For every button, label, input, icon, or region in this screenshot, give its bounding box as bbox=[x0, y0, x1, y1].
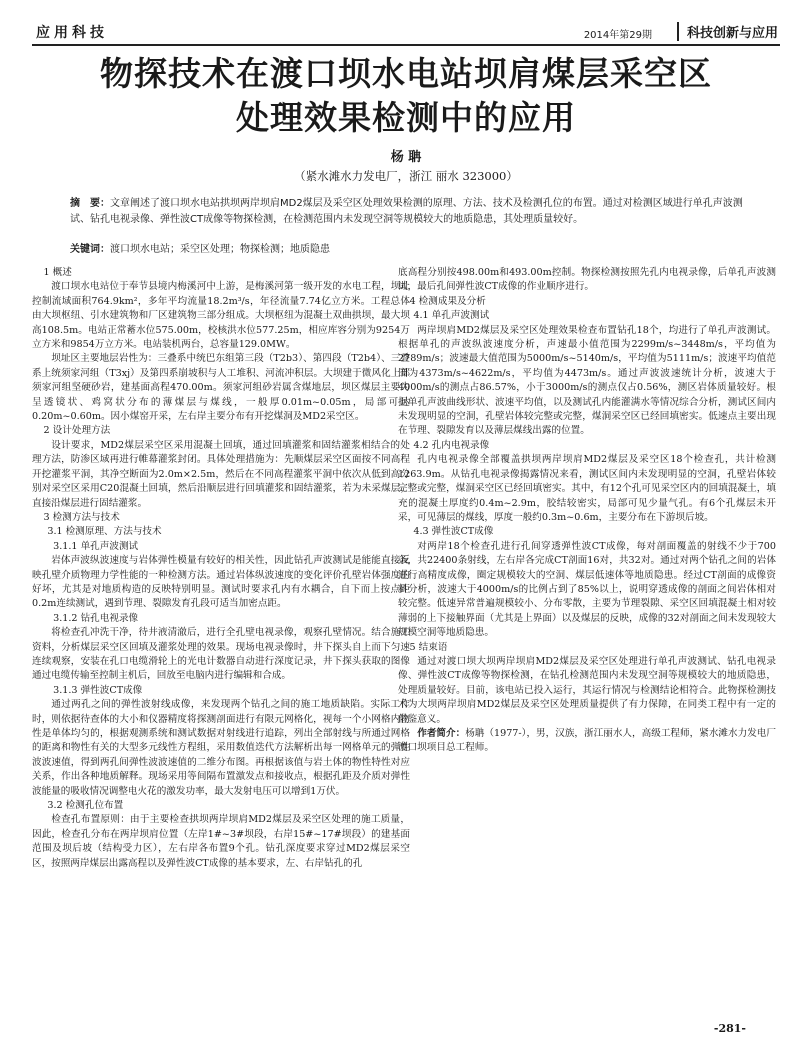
section-heading: 1 概述 bbox=[43, 267, 72, 278]
section-label: 应用科技 bbox=[36, 25, 108, 41]
author-affiliation: （紧水滩水力发电厂，浙江 丽水 323000） bbox=[294, 169, 518, 183]
section-heading: 3.1.3 弹性波CT成像 bbox=[53, 684, 143, 696]
left-column bbox=[32, 266, 410, 871]
keywords-label: 关键词： bbox=[70, 244, 110, 255]
column-label: 科技创新与应用 bbox=[677, 22, 778, 41]
paragraph: 孔内电视录像全部覆盖拱坝两岸坝肩MD2煤层及采空区18个检查孔，共计检测1263.9m。从钻孔电视录像揭露情况来看，测试区间内未发现明显的空洞，孔壁岩体较完整或完整，煤洞采空区已经回填密实。其中，有12个孔可见采空区内的回填混凝土，填充的混凝土厚度约0.4m~2.9m，胶结较密实，局部可见少量气孔。有6个孔煤层未开采，可见薄层的煤线，厚度一般约0.3m~0.6m，主要分布在下游坝后坡。 bbox=[398, 454, 776, 523]
page-number: -281- bbox=[713, 1022, 746, 1035]
author-name: 杨 聃 bbox=[390, 150, 422, 165]
section-heading: 4.3 弹性波CT成像 bbox=[413, 526, 494, 538]
right-column bbox=[398, 266, 776, 756]
abstract bbox=[70, 196, 750, 227]
article-title-line-1: 物探技术在渡口坝水电站坝肩煤层采空区 bbox=[100, 54, 712, 93]
article-title-line-2: 处理效果检测中的应用 bbox=[236, 98, 576, 137]
author-bio bbox=[398, 727, 776, 756]
paragraph-continued: 底高程分别按498.00m和493.00m控制。物探检测按照先孔内电视录像，后单孔声波测试，最后孔间弹性波CT成像的作业顺序进行。 bbox=[398, 267, 776, 293]
paragraph: 通过两孔之间的弹性波射线成像，来发现两个钻孔之间的施工地质缺陷。实际工作时，则依据待查体的大小和仪器精度将探测剖面进行有限元网格化，视每一个小网格内物性是单体均匀的，根据观测系统和测试数据对射线进行追踪，列出全部射线与所通过网格的距离和物性有关的大型多元线性方程组，采用数值迭代方法解析出每一网格单元的弹性波波速值，得到两孔间弹性波波速值的二维分布图。再根据该值与岩土体的物性特性对应关系，作出各种地质解释。现场采用等间隔布置激发点和接收点，根据孔距及介质对弹性波能量的吸收情况调整电火花的激发功率，最大发射电压可以增到1万伏。 bbox=[32, 699, 410, 797]
section-heading: 3.1.1 单孔声波测试 bbox=[53, 540, 139, 552]
author-bio-text: 杨聃（1977-），男，汉族，浙江丽水人，高级工程师，紧水滩水力发电厂渡口坝项目总工程师。 bbox=[398, 728, 777, 754]
author-bio-label: 作者简介： bbox=[417, 728, 466, 739]
running-header bbox=[32, 20, 780, 46]
paragraph: 对两岸18个检查孔进行孔间穿透弹性波CT成像，每对剖面覆盖的射线不少于700条，共22400条射线，左右岸各完成CT剖面16对，共32对。通过对两个钻孔之间的岩体进行高精度成像，圈定规模较大的空洞、煤层低速体等地质隐患。经过CT剖面的成像资料分析，波速大于4000m/s的比例占到了85%以上，说明穿透成像的剖面之间岩体相对较完整。低速异常普遍规模较小、分布零散，主要为节理裂隙、采空区回填混凝土相对较薄弱的上下接触界面（尤其是上界面）以及煤层的反映，成像的32对剖面之间未发现较大规模空洞等地质隐患。 bbox=[398, 540, 776, 639]
section-heading: 3.1.2 钻孔电视录像 bbox=[53, 612, 139, 624]
paragraph: 通过对渡口坝大坝两岸坝肩MD2煤层及采空区处理进行单孔声波测试、钻孔电视录像、弹性波CT成像等物探检测，在钻孔检测范围内未发现空洞等规模较大的地质隐患，处理质量较好。目前，该电站已投入运行，其运行情况与检测结论相符合。此物探检测技术为大坝两岸坝肩MD2煤层及采空区处理质量提供了有力保障，在同类工程中有一定的借鉴意义。 bbox=[398, 655, 776, 725]
section-heading: 3.1 检测原理、方法与技术 bbox=[47, 526, 162, 538]
section-heading: 4 检测成果及分析 bbox=[409, 295, 486, 307]
keywords-text: 渡口坝水电站；采空区处理；物探检测；地质隐患 bbox=[110, 244, 330, 255]
paragraph: 检查孔布置原则：由于主要检查拱坝两岸坝肩MD2煤层及采空区处理的施工质量，因此，检查孔分布在两岸坝肩位置（左岸1#~3#坝段，右岸15#~17#坝段）的建基面范围及坝后坡（结构受力区），左右岸各布置9个孔。钻孔深度要求穿过MD2煤层采空区，按照两岸煤层出露高程以及弹性波CT成像的基本要求，左、右岸钻孔的孔 bbox=[32, 814, 410, 869]
paragraph: 将检查孔冲洗干净，待井液清澈后，进行全孔壁电视录像，观察孔壁情况。结合施工资料，分析煤层采空区回填及灌浆处理的效果。现场电视录像时，井下探头自上而下匀速连续观察，安装在孔口电缆滑轮上的光电计数器自动进行深度记录，井下探头获取的图像通过电缆传输至控制主机后，回放至电脑内进行编辑和合成。 bbox=[32, 627, 410, 682]
section-heading: 3.2 检测孔位布置 bbox=[47, 800, 124, 812]
abstract-text: 文章阐述了渡口坝水电站拱坝两岸坝肩MD2煤层及采空区处理效果检测的原理、方法、技术及检测孔位的布置。通过对检测区域进行单孔声波测试、钻孔电视录像、弹性波CT成像等物探检测，在检测范围内未发现空洞等规模较大的地质隐患，其处理质量较好。 bbox=[70, 198, 743, 225]
paragraph: 设计要求，MD2煤层采空区采用混凝土回填，通过回填灌浆和固结灌浆相结合的处理方法，防渗区域再进行帷幕灌浆封闭。具体处理措施为：先顺煤层采空区面按不同高程开挖灌浆平洞，其净空断面为2.0m×2.5m，然后在不同高程灌浆平洞中依次从低到高分别对采空区采用C20混凝土回填，然后沿顺层进行回填灌浆和固结灌浆，若为未采煤层，直接沿煤层进行固结灌浆。 bbox=[32, 439, 410, 509]
keywords bbox=[70, 242, 750, 257]
section-heading: 4.1 单孔声波测试 bbox=[413, 310, 490, 322]
paragraph: 渡口坝水电站位于奉节县境内梅溪河中上游，是梅溪河第一级开发的水电工程，坝址控制流域面积764.9km²，多年平均流量18.2m³/s，年径流量7.74亿立方米。工程总体由大坝枢纽、引水建筑物和厂区建筑物三部分组成。大坝枢纽为混凝土双曲拱坝，最大坝高108.5m。电站正常蓄水位575.00m，校核洪水位577.25m，相应库容分别为9254万立方米和9854万立方米。电站装机两台，总容量129.0MW。 bbox=[32, 281, 410, 351]
section-heading: 5 结束语 bbox=[409, 641, 448, 653]
section-heading: 3 检测方法与技术 bbox=[43, 511, 120, 523]
abstract-label: 摘 要： bbox=[70, 198, 110, 209]
paragraph: 坝址区主要地层岩性为：三叠系中统巴东组第三段（T2b3）、第四段（T2b4）、三叠系上统须家河组（T3xj）及第四系崩坡积与人工堆积、河流冲积层。大坝建于微风化上部须家河组坚硬砂岩，建基面高程470.00m。须家河组砂岩属含煤地层，坝区煤层主要为呈透镜状、鸡窝状分布的薄煤层与煤线，一般厚0.01m~0.05m，局部可达0.20m~0.60m。因小煤窑开采，左右岸主要分布有开挖煤洞及MD2采空区。 bbox=[32, 353, 410, 423]
issue-label: 2014年第29期 bbox=[583, 30, 652, 41]
paragraph: 岩体声波纵波速度与岩体弹性模量有较好的相关性，因此钻孔声波测试是能能直接反映孔壁介质物理力学性能的一种检测方法。通过岩体纵波速度的变化评价孔壁岩体强度的好坏，尤其是对地质构造的反映特别明显。测试时要求孔内有水耦合，自下而上按点距0.2m连续测试，遇到节理、裂隙发育孔段可适当加密点距。 bbox=[32, 555, 410, 610]
section-heading: 2 设计处理方法 bbox=[43, 425, 111, 437]
paragraph: 两岸坝肩MD2煤层及采空区处理效果检查布置钻孔18个，均进行了单孔声波测试。根据单孔的声波纵波速度分析，声速最小值范围为2299m/s~3448m/s，平均值为2789m/s；波速最大值范围为5000m/s~5140m/s，平均值为5111m/s；波速平均值范围为4373m/s~4622m/s，平均值为4473m/s。通过声波波速统计分析，波速大于4000m/s的测点占86.57%，小于3000m/s的测点仅占0.56%，测区岩体质量较好。根据单孔声波曲线形状、波速平均值，以及测试孔内能灌满水等情况综合分析，测试区间内未发现明显的空洞，孔壁岩体较完整或完整，煤洞采空区已经回填密实。低速点主要出现在节理、裂隙发育以及薄层煤线出露的位置。 bbox=[398, 324, 776, 437]
section-heading: 4.2 孔内电视录像 bbox=[413, 439, 490, 451]
